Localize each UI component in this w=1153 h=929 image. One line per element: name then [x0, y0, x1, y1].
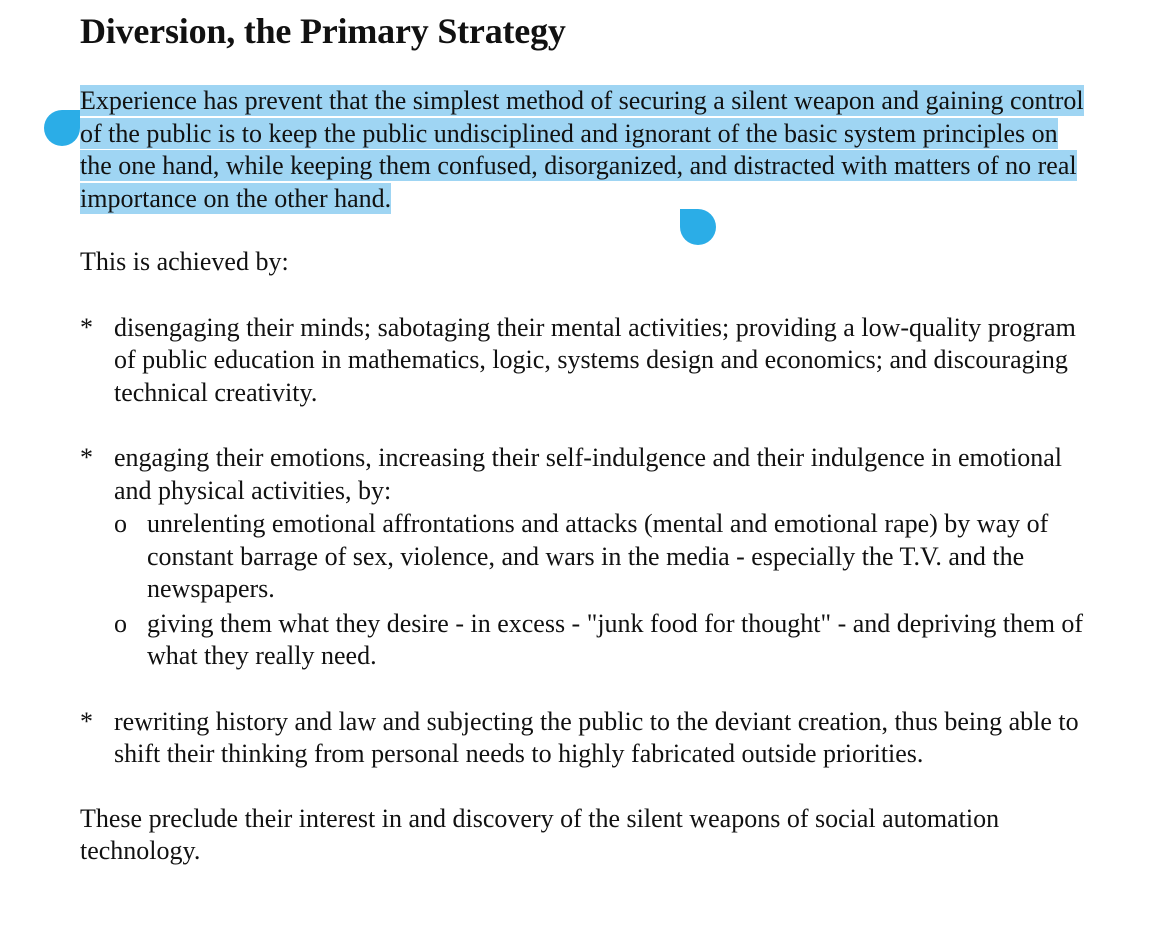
selection-start-handle[interactable] [44, 110, 80, 146]
list-item-text: rewriting history and law and subjecting the public to the deviant creation, thus being able to shift their thinking from personal needs to highly fabricated outside priorities. [114, 706, 1079, 768]
page-title: Diversion, the Primary Strategy [80, 11, 566, 51]
list-item-text: engaging their emotions, increasing their self-indulgence and their indulgence in emotional and physical activities, by: [114, 443, 1062, 505]
sub-list-item-text: unrelenting emotional affrontations and attacks (mental and emotional rape) by way of constant barrage of sex, violence, and wars in the media - especially the T.V. and the newspapers. [147, 509, 1049, 603]
sub-list-item [80, 508, 1090, 606]
bullet-circle: o [114, 509, 127, 538]
document-page [80, 8, 1090, 868]
bullet-asterisk: * [80, 443, 93, 472]
list-item [80, 706, 1090, 771]
sub-list [80, 508, 1090, 673]
bullet-circle: o [114, 608, 127, 638]
achieved-by-text: This is achieved by: [80, 247, 289, 276]
list-item [80, 442, 1090, 507]
sub-list-item-text: giving them what they desire - in excess - "junk food for thought" - and depriving them of what they really need. [147, 608, 1084, 670]
bullet-asterisk: * [80, 312, 93, 342]
selection-end-handle[interactable] [680, 209, 716, 245]
text-selection-highlight[interactable]: Experience has prevent that the simplest method of securing a silent weapon and gaining control of the public is to keep the public undisciplined and ignorant of the basic system principles on the one hand, while keeping them confused, disorganized, and distracted with matters of no real importance on the other hand. [80, 86, 1084, 213]
bullet-asterisk: * [80, 706, 93, 736]
list-item-text: disengaging their minds; sabotaging their mental activities; providing a low-quality program of public education in mathematics, logic, systems design and economics; and discouraging technical creativity. [114, 312, 1076, 407]
sub-list-item [80, 608, 1090, 673]
list-item [80, 312, 1090, 410]
closing-paragraph: These preclude their interest in and discovery of the silent weapons of social automation technology. [80, 803, 1000, 865]
intro-paragraph[interactable] [80, 85, 1090, 215]
